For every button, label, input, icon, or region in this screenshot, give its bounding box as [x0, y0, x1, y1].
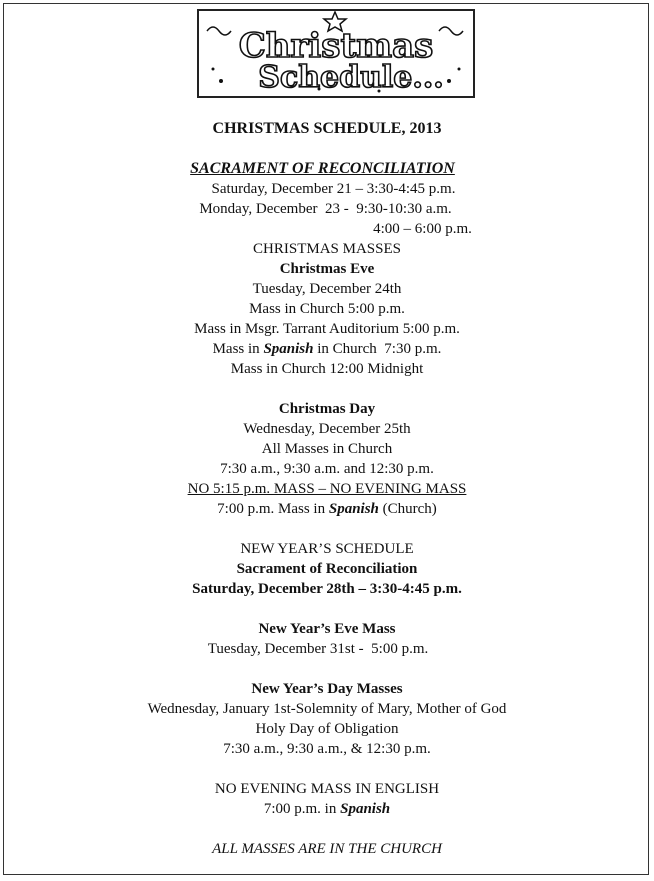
- swirl-icon: [207, 27, 231, 35]
- holy-day-of-obligation: Holy Day of Obligation: [255, 721, 399, 737]
- christmas-eve-date: Tuesday, December 24th: [252, 281, 402, 297]
- new-years-day-date: Wednesday, January 1st-Solemnity of Mary, Mother of God: [147, 701, 507, 717]
- all-masses-footer: ALL MASSES ARE IN THE CHURCH: [212, 841, 442, 857]
- schedule-title: CHRISTMAS SCHEDULE, 2013: [212, 120, 442, 137]
- christmas-masses-heading: CHRISTMAS MASSES: [253, 241, 401, 257]
- no-evening-mass-english: NO EVENING MASS IN ENGLISH: [214, 781, 440, 797]
- christmas-eve-mass-1: Mass in Church 5:00 p.m.: [249, 301, 405, 317]
- new-year-reconciliation-date: Saturday, December 28th – 3:30-4:45 p.m.: [192, 581, 462, 597]
- no-evening-mass-notice: NO 5:15 p.m. MASS – NO EVENING MASS: [187, 481, 467, 497]
- dot-icon: [219, 79, 223, 83]
- new-year-reconciliation-heading: Sacrament of Reconciliation: [236, 561, 418, 577]
- new-years-eve-heading: New Year’s Eve Mass: [258, 621, 396, 637]
- christmas-schedule-logo: [197, 9, 475, 98]
- christmas-eve-mass-2: Mass in Msgr. Tarrant Auditorium 5:00 p.m.: [194, 321, 460, 337]
- dot-icon: [447, 79, 451, 83]
- spanish-label: Spanish: [340, 801, 391, 817]
- christmas-eve-mass-4: Mass in Church 12:00 Midnight: [230, 361, 424, 377]
- reconciliation-monday-afternoon: 4:00 – 6:00 p.m.: [373, 221, 472, 237]
- reconciliation-saturday: Saturday, December 21 – 3:30-4:45 p.m.: [211, 181, 456, 197]
- christmas-eve-mass-3: Mass in Spanish in Church 7:30 p.m.: [212, 341, 442, 357]
- spanish-evening-mass: 7:00 p.m. in Spanish: [263, 801, 391, 817]
- logo-artwork: [199, 11, 473, 96]
- new-years-eve-date: Tuesday, December 31st - 5:00 p.m.: [207, 641, 429, 657]
- reconciliation-heading: SACRAMENT OF RECONCILIATION: [190, 160, 455, 177]
- christmas-eve-heading: Christmas Eve: [279, 261, 375, 277]
- logo-line2: Schedule...: [258, 60, 444, 95]
- christmas-day-location: All Masses in Church: [261, 441, 393, 457]
- christmas-day-times: 7:30 a.m., 9:30 a.m. and 12:30 p.m.: [220, 461, 434, 477]
- christmas-day-spanish-mass: 7:00 p.m. Mass in Spanish (Church): [217, 501, 437, 517]
- new-years-day-heading: New Year’s Day Masses: [251, 681, 403, 697]
- dot-icon: [458, 68, 461, 71]
- christmas-day-heading: Christmas Day: [278, 401, 376, 417]
- dot-icon: [212, 68, 215, 71]
- christmas-day-date: Wednesday, December 25th: [243, 421, 411, 437]
- new-year-schedule-heading: NEW YEAR’S SCHEDULE: [240, 541, 414, 557]
- schedule-content: [0, 119, 654, 859]
- spanish-label: Spanish: [328, 501, 379, 517]
- reconciliation-monday: Monday, December 23 - 9:30-10:30 a.m.: [199, 201, 452, 217]
- new-years-day-times: 7:30 a.m., 9:30 a.m., & 12:30 p.m.: [223, 741, 431, 757]
- swirl-icon: [439, 27, 463, 35]
- spanish-label: Spanish: [263, 341, 314, 357]
- logo-line1: Christmas: [238, 26, 434, 66]
